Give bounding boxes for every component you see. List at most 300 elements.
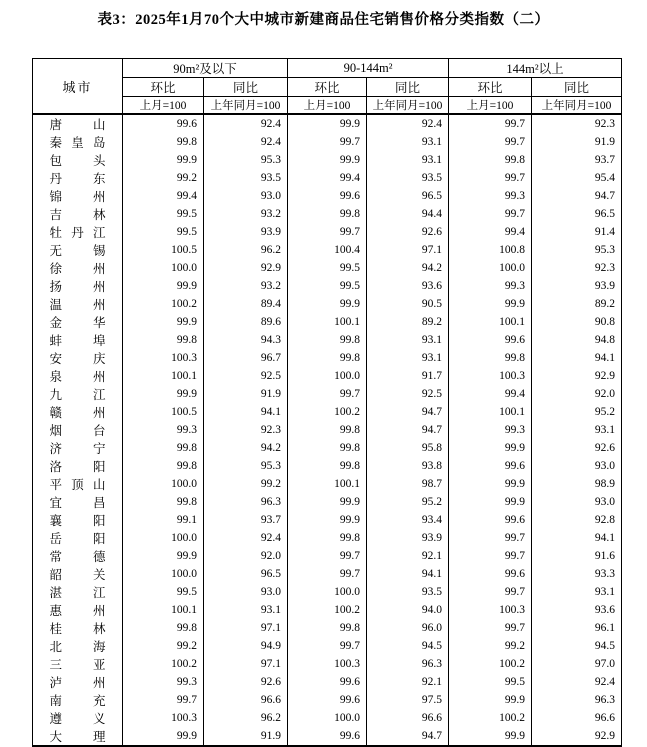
cell-mom-90-144: 100.4: [288, 241, 367, 259]
cell-yoy-144-above: 92.6: [532, 439, 622, 457]
cell-yoy-90-below: 95.3: [204, 457, 288, 475]
cell-mom-144-above: 99.6: [449, 511, 532, 529]
cell-mom-144-above: 99.6: [449, 565, 532, 583]
table-row: [33, 493, 622, 511]
cell-mom-90-below: 99.6: [123, 114, 204, 133]
cell-yoy-90-144: 90.5: [367, 295, 449, 313]
cell-yoy-90-144: 94.1: [367, 565, 449, 583]
cell-yoy-90-144: 93.1: [367, 151, 449, 169]
table-row: [33, 295, 622, 313]
table-row: [33, 601, 622, 619]
city-name: [33, 331, 123, 349]
city-name-text: 三 亚: [49, 658, 106, 672]
cell-yoy-90-below: 89.6: [204, 313, 288, 331]
cell-yoy-144-above: 93.6: [532, 601, 622, 619]
cell-yoy-90-below: 97.1: [204, 619, 288, 637]
city-name-text: 韶 关: [49, 568, 106, 582]
cell-yoy-90-below: 96.2: [204, 709, 288, 727]
city-name: [33, 133, 123, 151]
cell-mom-90-below: 99.5: [123, 223, 204, 241]
cell-mom-90-below: 99.9: [123, 277, 204, 295]
cell-mom-144-above: 99.9: [449, 493, 532, 511]
city-name: [33, 547, 123, 565]
cell-yoy-90-144: 94.4: [367, 205, 449, 223]
cell-mom-90-144: 99.9: [288, 114, 367, 133]
cell-yoy-90-below: 92.0: [204, 547, 288, 565]
metric-header-mom-1: 环比: [123, 78, 204, 97]
cell-yoy-90-below: 92.6: [204, 673, 288, 691]
cell-yoy-144-above: 94.8: [532, 331, 622, 349]
cell-mom-90-144: 99.7: [288, 565, 367, 583]
cell-yoy-90-144: 93.4: [367, 511, 449, 529]
cell-yoy-144-above: 93.0: [532, 493, 622, 511]
city-name: [33, 457, 123, 475]
cell-yoy-144-above: 91.4: [532, 223, 622, 241]
city-name: [33, 205, 123, 223]
cell-mom-90-below: 99.8: [123, 331, 204, 349]
cell-yoy-90-144: 96.5: [367, 187, 449, 205]
cell-mom-144-above: 99.7: [449, 529, 532, 547]
cell-mom-90-below: 100.0: [123, 475, 204, 493]
cell-mom-144-above: 99.7: [449, 114, 532, 133]
cell-mom-90-144: 99.9: [288, 511, 367, 529]
table-row: [33, 367, 622, 385]
cell-yoy-144-above: 96.5: [532, 205, 622, 223]
city-name-text: 襄 阳: [49, 514, 106, 528]
cell-mom-144-above: 99.6: [449, 331, 532, 349]
cell-mom-90-below: 99.2: [123, 637, 204, 655]
cell-mom-90-144: 99.6: [288, 673, 367, 691]
cell-mom-90-144: 99.7: [288, 133, 367, 151]
table-row: [33, 133, 622, 151]
city-name: [33, 349, 123, 367]
city-name-text: 岳 阳: [49, 532, 106, 546]
table-row: [33, 619, 622, 637]
table-row: [33, 565, 622, 583]
cell-mom-144-above: 99.7: [449, 583, 532, 601]
city-name-text: 桂 林: [49, 622, 106, 636]
cell-yoy-90-144: 91.7: [367, 367, 449, 385]
table-header: [33, 59, 622, 115]
cell-yoy-144-above: 93.3: [532, 565, 622, 583]
city-name-text: 锦 州: [49, 190, 106, 204]
cell-mom-144-above: 100.3: [449, 367, 532, 385]
cell-yoy-90-below: 94.1: [204, 403, 288, 421]
metric-header-yoy-2: 同比: [367, 78, 449, 97]
cell-mom-90-below: 99.3: [123, 421, 204, 439]
cell-yoy-90-below: 96.5: [204, 565, 288, 583]
cell-mom-90-144: 99.5: [288, 277, 367, 295]
city-name-text: 洛 阳: [49, 460, 106, 474]
cell-mom-90-144: 100.2: [288, 601, 367, 619]
cell-yoy-90-144: 94.0: [367, 601, 449, 619]
city-name-text: 唐 山: [49, 118, 106, 132]
cell-mom-90-144: 100.2: [288, 403, 367, 421]
group-header-144-above: 144m²以上: [449, 59, 622, 78]
group-header-90-below: 90m²及以下: [123, 59, 288, 78]
table-row: [33, 457, 622, 475]
price-index-table: [32, 58, 622, 747]
cell-mom-144-above: 99.4: [449, 385, 532, 403]
cell-yoy-90-144: 92.1: [367, 547, 449, 565]
city-name-text: 牡 丹 江: [49, 226, 106, 240]
cell-yoy-90-below: 93.2: [204, 205, 288, 223]
city-name-text: 安 庆: [49, 352, 106, 366]
cell-mom-90-below: 99.4: [123, 187, 204, 205]
table-row: [33, 439, 622, 457]
cell-mom-90-below: 100.5: [123, 241, 204, 259]
city-name-text: 常 德: [49, 550, 106, 564]
cell-yoy-90-144: 93.9: [367, 529, 449, 547]
table-row: [33, 187, 622, 205]
cell-mom-90-144: 100.0: [288, 709, 367, 727]
city-name: [33, 439, 123, 457]
cell-mom-90-144: 99.6: [288, 187, 367, 205]
cell-yoy-144-above: 94.1: [532, 529, 622, 547]
cell-mom-90-below: 99.9: [123, 151, 204, 169]
city-name-text: 无 锡: [49, 244, 106, 258]
cell-mom-144-above: 99.7: [449, 133, 532, 151]
table-row: [33, 475, 622, 493]
cell-mom-144-above: 99.3: [449, 421, 532, 439]
cell-yoy-144-above: 92.4: [532, 673, 622, 691]
cell-yoy-90-below: 92.4: [204, 114, 288, 133]
cell-yoy-144-above: 95.2: [532, 403, 622, 421]
table-row: [33, 205, 622, 223]
cell-yoy-144-above: 98.9: [532, 475, 622, 493]
cell-yoy-90-below: 91.9: [204, 385, 288, 403]
cell-yoy-90-144: 92.1: [367, 673, 449, 691]
cell-mom-90-below: 99.8: [123, 457, 204, 475]
cell-yoy-90-below: 93.2: [204, 277, 288, 295]
cell-yoy-90-144: 93.1: [367, 133, 449, 151]
table-row: [33, 331, 622, 349]
city-name: [33, 529, 123, 547]
cell-mom-90-below: 100.0: [123, 259, 204, 277]
metric-header-mom-3: 环比: [449, 78, 532, 97]
cell-yoy-90-144: 94.7: [367, 421, 449, 439]
cell-yoy-90-below: 92.4: [204, 529, 288, 547]
cell-yoy-90-144: 94.5: [367, 637, 449, 655]
city-name: [33, 259, 123, 277]
cell-yoy-90-below: 92.4: [204, 133, 288, 151]
cell-yoy-90-144: 92.6: [367, 223, 449, 241]
city-name: [33, 313, 123, 331]
city-name-text: 遵 义: [49, 712, 106, 726]
cell-yoy-90-144: 93.5: [367, 583, 449, 601]
cell-mom-90-below: 99.9: [123, 727, 204, 746]
city-name: [33, 691, 123, 709]
table-row: [33, 529, 622, 547]
cell-mom-144-above: 99.6: [449, 457, 532, 475]
cell-yoy-90-144: 96.6: [367, 709, 449, 727]
city-name: [33, 223, 123, 241]
cell-yoy-90-below: 92.9: [204, 259, 288, 277]
cell-yoy-144-above: 96.1: [532, 619, 622, 637]
city-name-text: 平 顶 山: [49, 478, 106, 492]
city-name: [33, 114, 123, 133]
cell-mom-90-144: 99.9: [288, 151, 367, 169]
cell-yoy-90-144: 92.4: [367, 114, 449, 133]
city-name-text: 赣 州: [49, 406, 106, 420]
city-name: [33, 583, 123, 601]
cell-mom-144-above: 99.7: [449, 205, 532, 223]
city-name-text: 温 州: [49, 298, 106, 312]
city-name-text: 大 理: [49, 730, 106, 744]
cell-yoy-144-above: 92.9: [532, 367, 622, 385]
cell-mom-90-144: 99.9: [288, 493, 367, 511]
cell-yoy-90-below: 96.3: [204, 493, 288, 511]
cell-yoy-90-below: 96.6: [204, 691, 288, 709]
cell-yoy-144-above: 90.8: [532, 313, 622, 331]
cell-yoy-90-below: 92.5: [204, 367, 288, 385]
cell-mom-144-above: 99.3: [449, 277, 532, 295]
table-row: [33, 655, 622, 673]
cell-mom-90-below: 99.8: [123, 133, 204, 151]
cell-mom-144-above: 99.9: [449, 439, 532, 457]
cell-yoy-90-below: 94.2: [204, 439, 288, 457]
cell-mom-144-above: 100.2: [449, 709, 532, 727]
cell-mom-90-below: 100.3: [123, 709, 204, 727]
city-name-text: 烟 台: [49, 424, 106, 438]
cell-yoy-90-144: 93.1: [367, 331, 449, 349]
base-header-yoy-1: 上年同月=100: [204, 97, 288, 115]
cell-mom-144-above: 99.3: [449, 187, 532, 205]
table-row: [33, 349, 622, 367]
city-name-text: 徐 州: [49, 262, 106, 276]
cell-mom-90-144: 99.4: [288, 169, 367, 187]
city-name: [33, 241, 123, 259]
cell-mom-90-below: 100.1: [123, 367, 204, 385]
city-name: [33, 565, 123, 583]
cell-yoy-90-below: 93.9: [204, 223, 288, 241]
cell-yoy-90-144: 97.5: [367, 691, 449, 709]
cell-mom-90-144: 99.6: [288, 727, 367, 746]
cell-mom-90-below: 100.0: [123, 529, 204, 547]
city-name-text: 泉 州: [49, 370, 106, 384]
table-row: [33, 223, 622, 241]
cell-yoy-144-above: 94.7: [532, 187, 622, 205]
cell-mom-144-above: 99.7: [449, 169, 532, 187]
city-name-text: 惠 州: [49, 604, 106, 618]
base-header-yoy-2: 上年同月=100: [367, 97, 449, 115]
cell-mom-144-above: 99.4: [449, 223, 532, 241]
cell-yoy-90-below: 93.0: [204, 187, 288, 205]
cell-yoy-90-144: 94.7: [367, 403, 449, 421]
cell-mom-90-below: 99.8: [123, 619, 204, 637]
cell-yoy-144-above: 91.9: [532, 133, 622, 151]
cell-mom-90-144: 99.7: [288, 637, 367, 655]
cell-mom-144-above: 100.3: [449, 601, 532, 619]
table-row: [33, 691, 622, 709]
cell-yoy-90-below: 95.3: [204, 151, 288, 169]
city-name-text: 丹 东: [49, 172, 106, 186]
cell-mom-90-144: 100.1: [288, 313, 367, 331]
table-row: [33, 403, 622, 421]
cell-mom-90-144: 99.5: [288, 259, 367, 277]
cell-yoy-144-above: 95.3: [532, 241, 622, 259]
metric-header-mom-2: 环比: [288, 78, 367, 97]
cell-mom-144-above: 99.5: [449, 673, 532, 691]
cell-yoy-90-144: 95.8: [367, 439, 449, 457]
table-row: [33, 259, 622, 277]
base-header-yoy-3: 上年同月=100: [532, 97, 622, 115]
city-name: [33, 637, 123, 655]
city-name: [33, 673, 123, 691]
cell-yoy-90-below: 96.2: [204, 241, 288, 259]
city-name-text: 湛 江: [49, 586, 106, 600]
cell-yoy-90-144: 94.7: [367, 727, 449, 746]
city-column-header: 城市: [33, 59, 123, 115]
cell-mom-144-above: 99.9: [449, 295, 532, 313]
cell-yoy-144-above: 93.7: [532, 151, 622, 169]
cell-mom-90-144: 100.0: [288, 583, 367, 601]
cell-yoy-90-144: 89.2: [367, 313, 449, 331]
table-row: [33, 637, 622, 655]
cell-mom-90-below: 100.2: [123, 295, 204, 313]
cell-yoy-90-144: 97.1: [367, 241, 449, 259]
cell-yoy-90-144: 98.7: [367, 475, 449, 493]
cell-mom-90-144: 99.6: [288, 691, 367, 709]
cell-yoy-90-below: 97.1: [204, 655, 288, 673]
cell-mom-90-144: 99.8: [288, 619, 367, 637]
city-name: [33, 169, 123, 187]
cell-yoy-90-144: 93.5: [367, 169, 449, 187]
cell-yoy-90-below: 92.3: [204, 421, 288, 439]
city-name: [33, 709, 123, 727]
table-row: [33, 385, 622, 403]
city-name-text: 秦 皇 岛: [49, 136, 106, 150]
city-name: [33, 511, 123, 529]
city-name: [33, 655, 123, 673]
cell-mom-144-above: 99.9: [449, 727, 532, 746]
cell-yoy-144-above: 92.9: [532, 727, 622, 746]
table-row: [33, 511, 622, 529]
metric-header-yoy-1: 同比: [204, 78, 288, 97]
table-row: [33, 709, 622, 727]
table-row: [33, 277, 622, 295]
table-row: [33, 727, 622, 746]
city-name-text: 金 华: [49, 316, 106, 330]
cell-yoy-144-above: 91.6: [532, 547, 622, 565]
cell-yoy-90-144: 96.0: [367, 619, 449, 637]
city-name: [33, 187, 123, 205]
city-name: [33, 151, 123, 169]
table-row: [33, 583, 622, 601]
cell-mom-144-above: 100.2: [449, 655, 532, 673]
table-row: [33, 547, 622, 565]
cell-mom-90-144: 99.8: [288, 205, 367, 223]
city-name-text: 南 充: [49, 694, 106, 708]
city-name: [33, 277, 123, 295]
city-name: [33, 619, 123, 637]
table-row: [33, 241, 622, 259]
city-name: [33, 403, 123, 421]
cell-yoy-90-144: 95.2: [367, 493, 449, 511]
cell-mom-90-144: 100.1: [288, 475, 367, 493]
table-row: [33, 114, 622, 133]
city-name-text: 扬 州: [49, 280, 106, 294]
cell-mom-144-above: 100.0: [449, 259, 532, 277]
base-header-mom-2: 上月=100: [288, 97, 367, 115]
cell-yoy-90-144: 96.3: [367, 655, 449, 673]
city-name: [33, 367, 123, 385]
cell-mom-90-below: 100.0: [123, 565, 204, 583]
table-row: [33, 421, 622, 439]
cell-mom-90-below: 100.5: [123, 403, 204, 421]
cell-mom-144-above: 100.8: [449, 241, 532, 259]
cell-yoy-144-above: 97.0: [532, 655, 622, 673]
cell-mom-90-below: 99.2: [123, 169, 204, 187]
cell-mom-90-below: 99.8: [123, 439, 204, 457]
cell-mom-144-above: 99.2: [449, 637, 532, 655]
city-name: [33, 421, 123, 439]
cell-mom-90-144: 99.9: [288, 295, 367, 313]
cell-mom-90-144: 100.0: [288, 367, 367, 385]
base-header-mom-1: 上月=100: [123, 97, 204, 115]
cell-mom-90-144: 100.3: [288, 655, 367, 673]
cell-yoy-144-above: 93.1: [532, 421, 622, 439]
cell-mom-90-144: 99.8: [288, 421, 367, 439]
city-name-text: 蚌 埠: [49, 334, 106, 348]
cell-yoy-144-above: 95.4: [532, 169, 622, 187]
city-name: [33, 601, 123, 619]
cell-mom-90-144: 99.7: [288, 223, 367, 241]
table-row: [33, 673, 622, 691]
city-name-text: 泸 州: [49, 676, 106, 690]
cell-mom-144-above: 99.8: [449, 349, 532, 367]
cell-mom-144-above: 100.1: [449, 313, 532, 331]
cell-yoy-144-above: 92.8: [532, 511, 622, 529]
cell-yoy-90-below: 93.1: [204, 601, 288, 619]
cell-yoy-90-below: 89.4: [204, 295, 288, 313]
cell-mom-90-144: 99.8: [288, 529, 367, 547]
cell-mom-90-below: 99.9: [123, 547, 204, 565]
city-name-text: 吉 林: [49, 208, 106, 222]
base-header-mom-3: 上月=100: [449, 97, 532, 115]
cell-yoy-144-above: 89.2: [532, 295, 622, 313]
cell-yoy-144-above: 96.3: [532, 691, 622, 709]
cell-mom-90-144: 99.8: [288, 349, 367, 367]
cell-yoy-90-below: 91.9: [204, 727, 288, 746]
header-row-groups: [33, 59, 622, 78]
cell-yoy-90-144: 93.8: [367, 457, 449, 475]
cell-mom-90-below: 100.2: [123, 655, 204, 673]
cell-mom-90-144: 99.7: [288, 385, 367, 403]
cell-mom-90-below: 100.3: [123, 349, 204, 367]
cell-yoy-144-above: 94.1: [532, 349, 622, 367]
city-name-text: 九 江: [49, 388, 106, 402]
city-name: [33, 493, 123, 511]
cell-mom-90-144: 99.8: [288, 439, 367, 457]
cell-yoy-90-below: 93.7: [204, 511, 288, 529]
cell-yoy-144-above: 93.9: [532, 277, 622, 295]
cell-yoy-144-above: 92.3: [532, 114, 622, 133]
cell-yoy-90-below: 93.5: [204, 169, 288, 187]
cell-mom-90-144: 99.7: [288, 547, 367, 565]
page-title: 表3：2025年1月70个大中城市新建商品住宅销售价格分类指数（二）: [97, 12, 550, 28]
cell-yoy-90-144: 94.2: [367, 259, 449, 277]
cell-yoy-90-below: 96.7: [204, 349, 288, 367]
cell-yoy-90-below: 94.3: [204, 331, 288, 349]
cell-yoy-90-144: 93.6: [367, 277, 449, 295]
table-row: [33, 151, 622, 169]
cell-mom-90-below: 99.5: [123, 583, 204, 601]
cell-mom-90-below: 99.9: [123, 385, 204, 403]
table-row: [33, 313, 622, 331]
cell-mom-90-below: 99.3: [123, 673, 204, 691]
cell-yoy-144-above: 93.0: [532, 457, 622, 475]
